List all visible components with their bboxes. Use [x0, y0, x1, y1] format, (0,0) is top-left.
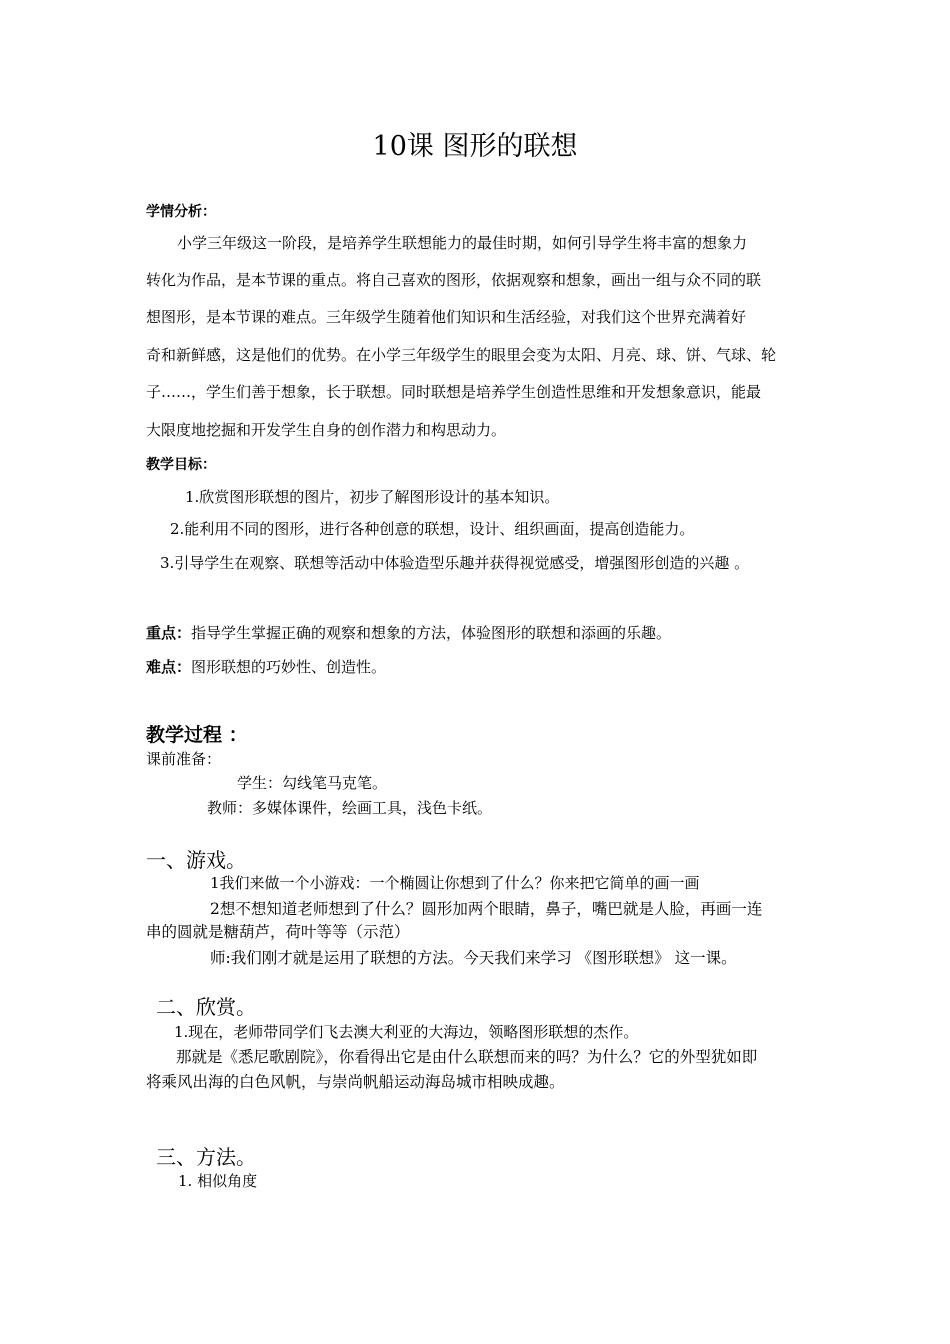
section3-line: 1. 相似角度 — [178, 1172, 258, 1190]
section2-line: 1.现在，老师带同学们飞去澳大利亚的大海边，领略图形联想的杰作。 — [174, 1023, 639, 1041]
key-point — [146, 626, 671, 641]
section1-line: 2想不想知道老师想到了什么？圆形加两个眼睛，鼻子，嘴巴就是人脸，再画一连 — [210, 900, 763, 918]
section1-line: 师:我们刚才就是运用了联想的方法。今天我们来学习 《图形联想》 这一课。 — [210, 949, 737, 967]
section2-heading: 二、欣赏。 — [156, 995, 256, 1019]
section3-heading: 三、方法。 — [156, 1145, 256, 1169]
section2-line: 那就是《悉尼歌剧院》，你看得出它是由什么联想而来的吗？为什么？它的外型犹如即 — [176, 1048, 758, 1066]
analysis-line: 转化为作品，是本节课的重点。将自己喜欢的图形，依据观察和想象，画出一组与众不同的联 — [146, 271, 762, 289]
section1-line: 串的圆就是糖葫芦，荷叶等等（示范） — [146, 923, 410, 941]
key-point-label: 重点： — [146, 624, 192, 642]
prep-label: 课前准备： — [146, 750, 222, 768]
difficulty-label: 难点： — [146, 658, 192, 676]
analysis-heading: 学情分析： — [146, 204, 216, 220]
key-point-text: 指导学生掌握正确的观察和想象的方法，体验图形的联想和添画的乐趣。 — [191, 624, 672, 642]
goal-item: 1.欣赏图形联想的图片，初步了解图形设计的基本知识。 — [185, 488, 560, 506]
analysis-line: 想图形，是本节课的难点。三年级学生随着他们知识和生活经验，对我们这个世界充满着好 — [146, 308, 747, 326]
prep-teacher: 教师：多媒体课件，绘画工具，浅色卡纸。 — [207, 799, 493, 817]
page-title: 10课 图形的联想 — [372, 131, 578, 162]
goal-item: 2.能利用不同的图形，进行各种创意的联想，设计、组织画面，提高创造能力。 — [170, 520, 695, 538]
difficulty-point — [146, 660, 386, 675]
analysis-line: 大限度地挖掘和开发学生自身的创作潜力和构思动力。 — [146, 421, 507, 439]
goal-item: 3.引导学生在观察、联想等活动中体验造型乐趣并获得视觉感受，增强图形创造的兴趣 。 — [160, 554, 750, 572]
section1-heading: 一、游戏。 — [146, 848, 246, 872]
process-heading: 教学过程 ： — [146, 724, 248, 746]
goals-heading: 教学目标： — [146, 457, 216, 473]
analysis-line: 小学三年级这一阶段，是培养学生联想能力的最佳时期，如何引导学生将丰富的想象力 — [177, 234, 748, 252]
section1-line: 1我们来做一个小游戏：一个椭圆让你想到了什么？你来把它简单的画一画 — [210, 874, 700, 892]
analysis-line: 奇和新鲜感，这是他们的优势。在小学三年级学生的眼里会变为太阳、月亮、球、饼、气球、轮 — [146, 346, 777, 364]
difficulty-text: 图形联想的巧妙性、创造性。 — [191, 658, 387, 676]
prep-student: 学生：勾线笔马克笔。 — [237, 774, 388, 792]
section2-line: 将乘风出海的白色风帆，与崇尚帆船运动海岛城市相映成趣。 — [146, 1073, 565, 1091]
analysis-line: 子……，学生们善于想象，长于联想。同时联想是培养学生创造性思维和开发想象意识，能最 — [146, 383, 762, 401]
